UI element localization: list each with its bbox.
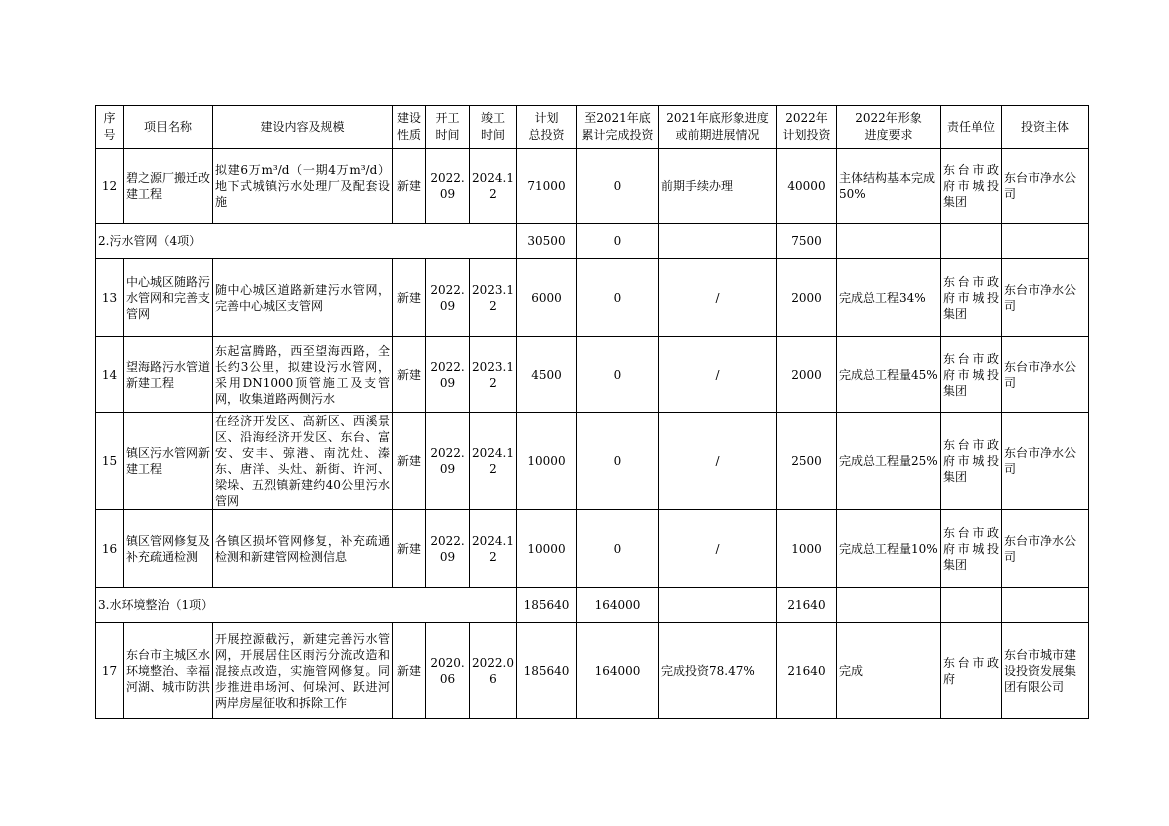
table-row — [96, 337, 1089, 413]
cell-req2022: 完成总工程量45% — [837, 337, 941, 413]
section-empty-cell — [659, 588, 777, 623]
cell-investor: 东台市净水公司 — [1002, 259, 1089, 337]
cell-plan2022: 2000 — [777, 259, 837, 337]
cell-plan2022: 21640 — [777, 623, 837, 719]
cell-seq: 15 — [96, 413, 124, 510]
cell-nature: 新建 — [393, 623, 426, 719]
cell-progress2021: 前期手续办理 — [659, 149, 777, 224]
cell-start: 2022.09 — [426, 337, 470, 413]
section-total: 30500 — [517, 224, 577, 259]
cell-end: 2022.06 — [470, 623, 517, 719]
cell-plan2022: 2000 — [777, 337, 837, 413]
cell-progress2021: / — [659, 337, 777, 413]
cell-name: 镇区污水管网新建工程 — [124, 413, 213, 510]
cell-start: 2022.09 — [426, 510, 470, 588]
cell-progress2021: / — [659, 259, 777, 337]
cell-seq: 13 — [96, 259, 124, 337]
cell-done2021: 0 — [577, 510, 659, 588]
cell-done2021: 0 — [577, 413, 659, 510]
cell-plan2022: 1000 — [777, 510, 837, 588]
cell-start: 2022.09 — [426, 413, 470, 510]
header-total: 计划 总投资 — [517, 106, 577, 149]
cell-investor: 东台市净水公司 — [1002, 149, 1089, 224]
header-req2022: 2022年形象 进度要求 — [837, 106, 941, 149]
cell-plan2022: 2500 — [777, 413, 837, 510]
cell-nature: 新建 — [393, 510, 426, 588]
cell-seq: 16 — [96, 510, 124, 588]
table-header-row — [96, 106, 1089, 149]
cell-name: 中心城区随路污水管网和完善支管网 — [124, 259, 213, 337]
cell-content: 东起富腾路，西至望海西路，全长约3公里，拟建设污水管网，采用DN1000顶管施工及支管网，收集道路两侧污水 — [213, 337, 393, 413]
section-empty-cell — [941, 224, 1002, 259]
section-empty-cell — [659, 224, 777, 259]
section-plan2022: 21640 — [777, 588, 837, 623]
cell-end: 2024.12 — [470, 510, 517, 588]
header-unit: 责任单位 — [941, 106, 1002, 149]
header-seq: 序 号 — [96, 106, 124, 149]
cell-investor: 东台市净水公司 — [1002, 337, 1089, 413]
section-empty-cell — [837, 224, 941, 259]
section-label: 2.污水管网（4项） — [96, 224, 517, 259]
cell-name: 镇区管网修复及补充疏通检测 — [124, 510, 213, 588]
section-empty-cell — [1002, 588, 1089, 623]
cell-content: 开展控源截污，新建完善污水管网，开展居住区雨污分流改造和混接点改造，实施管网修复。同步推进串场河、何垛河、跃进河两岸房屋征收和拆除工作 — [213, 623, 393, 719]
table-row — [96, 259, 1089, 337]
cell-done2021: 0 — [577, 259, 659, 337]
cell-unit: 东台市政府市城投集团 — [941, 337, 1002, 413]
cell-seq: 12 — [96, 149, 124, 224]
header-name: 项目名称 — [124, 106, 213, 149]
cell-total: 185640 — [517, 623, 577, 719]
cell-start: 2022.09 — [426, 149, 470, 224]
header-progress2021: 2021年底形象进度 或前期进展情况 — [659, 106, 777, 149]
cell-total: 71000 — [517, 149, 577, 224]
cell-progress2021: / — [659, 510, 777, 588]
header-nature: 建设 性质 — [393, 106, 426, 149]
cell-req2022: 完成总工程量10% — [837, 510, 941, 588]
cell-nature: 新建 — [393, 259, 426, 337]
cell-req2022: 完成 — [837, 623, 941, 719]
section-total: 185640 — [517, 588, 577, 623]
cell-content: 在经济开发区、高新区、西溪景区、沿海经济开发区、东台、富安、安丰、弶港、南沈灶、溱东、唐洋、头灶、新街、许河、梁垛、五烈镇新建约40公里污水管网 — [213, 413, 393, 510]
cell-content: 随中心城区道路新建污水管网，完善中心城区支管网 — [213, 259, 393, 337]
cell-end: 2024.12 — [470, 413, 517, 510]
cell-name: 东台市主城区水环境整治、幸福河湖、城市防洪 — [124, 623, 213, 719]
header-start: 开工 时间 — [426, 106, 470, 149]
cell-start: 2020.06 — [426, 623, 470, 719]
cell-unit: 东台市政府 — [941, 623, 1002, 719]
cell-nature: 新建 — [393, 337, 426, 413]
section-done2021: 0 — [577, 224, 659, 259]
cell-end: 2024.12 — [470, 149, 517, 224]
header-end: 竣工 时间 — [470, 106, 517, 149]
cell-end: 2023.12 — [470, 337, 517, 413]
cell-total: 10000 — [517, 413, 577, 510]
cell-nature: 新建 — [393, 149, 426, 224]
cell-total: 6000 — [517, 259, 577, 337]
cell-done2021: 0 — [577, 337, 659, 413]
section-row — [96, 588, 1089, 623]
table-row — [96, 149, 1089, 224]
cell-start: 2022.09 — [426, 259, 470, 337]
cell-req2022: 主体结构基本完成50% — [837, 149, 941, 224]
section-empty-cell — [1002, 224, 1089, 259]
cell-end: 2023.12 — [470, 259, 517, 337]
header-done2021: 至2021年底 累计完成投资 — [577, 106, 659, 149]
cell-done2021: 164000 — [577, 623, 659, 719]
cell-total: 4500 — [517, 337, 577, 413]
cell-nature: 新建 — [393, 413, 426, 510]
section-empty-cell — [837, 588, 941, 623]
cell-req2022: 完成总工程量25% — [837, 413, 941, 510]
section-done2021: 164000 — [577, 588, 659, 623]
cell-unit: 东台市政府市城投集团 — [941, 259, 1002, 337]
cell-unit: 东台市政府市城投集团 — [941, 510, 1002, 588]
cell-seq: 14 — [96, 337, 124, 413]
table-row — [96, 413, 1089, 510]
cell-investor: 东台市城市建设投资发展集团有限公司 — [1002, 623, 1089, 719]
cell-seq: 17 — [96, 623, 124, 719]
cell-plan2022: 40000 — [777, 149, 837, 224]
section-row — [96, 224, 1089, 259]
cell-name: 碧之源厂搬迁改建工程 — [124, 149, 213, 224]
section-empty-cell — [941, 588, 1002, 623]
table-row — [96, 623, 1089, 719]
header-plan2022: 2022年 计划投资 — [777, 106, 837, 149]
project-table — [95, 105, 1089, 719]
section-label: 3.水环境整治（1项） — [96, 588, 517, 623]
cell-content: 拟建6万m³/d（一期4万m³/d）地下式城镇污水处理厂及配套设施 — [213, 149, 393, 224]
header-investor: 投资主体 — [1002, 106, 1089, 149]
section-plan2022: 7500 — [777, 224, 837, 259]
cell-unit: 东台市政府市城投集团 — [941, 149, 1002, 224]
cell-progress2021: / — [659, 413, 777, 510]
cell-content: 各镇区损坏管网修复，补充疏通检测和新建管网检测信息 — [213, 510, 393, 588]
table-row — [96, 510, 1089, 588]
cell-investor: 东台市净水公司 — [1002, 413, 1089, 510]
cell-progress2021: 完成投资78.47% — [659, 623, 777, 719]
cell-done2021: 0 — [577, 149, 659, 224]
cell-req2022: 完成总工程34% — [837, 259, 941, 337]
cell-unit: 东台市政府市城投集团 — [941, 413, 1002, 510]
cell-name: 望海路污水管道新建工程 — [124, 337, 213, 413]
header-content: 建设内容及规模 — [213, 106, 393, 149]
cell-total: 10000 — [517, 510, 577, 588]
cell-investor: 东台市净水公司 — [1002, 510, 1089, 588]
